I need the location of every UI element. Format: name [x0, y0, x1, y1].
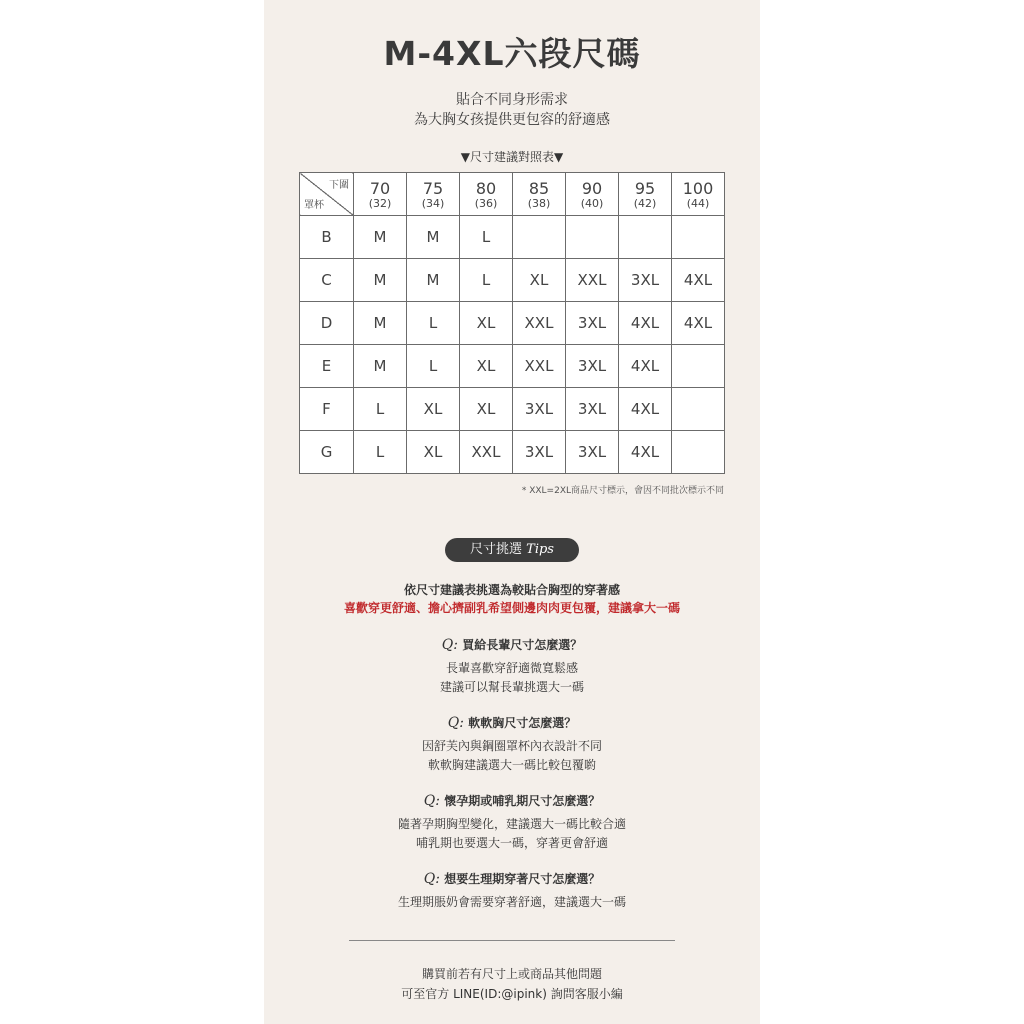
band-size: 100	[682, 178, 714, 198]
band-size: 90	[581, 178, 603, 198]
table-row	[300, 259, 725, 302]
size-cell: L	[354, 388, 407, 431]
size-cell: L	[407, 302, 460, 345]
band-header-cell	[513, 173, 566, 216]
size-cell: M	[407, 259, 460, 302]
size-cell	[619, 216, 672, 259]
band-circumference: (44)	[686, 196, 710, 210]
page-title: M-4XL六段尺碼	[383, 34, 641, 73]
size-cell: XL	[407, 431, 460, 474]
faq-question	[264, 714, 760, 731]
band-header-cell	[619, 173, 672, 216]
band-header-cell	[460, 173, 513, 216]
corner-cup-label: 罩杯	[304, 200, 324, 211]
size-cell: 4XL	[619, 431, 672, 474]
band-circumference: (36)	[474, 196, 498, 210]
table-row	[300, 431, 725, 474]
size-cell: XL	[407, 388, 460, 431]
size-cell: 3XL	[566, 431, 619, 474]
cup-label-cell: E	[300, 345, 354, 388]
table-row	[300, 345, 725, 388]
tips-badge	[445, 538, 579, 562]
size-cell: XL	[460, 345, 513, 388]
table-header-row	[300, 173, 725, 216]
size-cell	[672, 345, 725, 388]
size-cell: M	[407, 216, 460, 259]
table-corner-cell	[300, 173, 354, 216]
band-size: 85	[528, 178, 550, 198]
size-cell: XXL	[513, 345, 566, 388]
size-cell: 4XL	[672, 302, 725, 345]
size-cell: M	[354, 345, 407, 388]
band-size: 95	[634, 178, 656, 198]
band-circumference: (38)	[527, 196, 551, 210]
size-cell: M	[354, 259, 407, 302]
size-note: * XXL=2XL商品尺寸標示，會因不同批次標示不同	[521, 486, 724, 496]
size-cell: L	[460, 216, 513, 259]
size-cell: L	[354, 431, 407, 474]
band-header-cell	[407, 173, 460, 216]
size-cell	[672, 431, 725, 474]
faq-answer-line: 建議可以幫長輩挑選大一碼	[439, 680, 584, 694]
faq-answer-line: 軟軟胸建議選大一碼比較包覆喲	[427, 758, 596, 772]
size-cell: XXL	[460, 431, 513, 474]
size-cell: 4XL	[619, 302, 672, 345]
faq-question	[264, 870, 760, 887]
question-text: 想要生理期穿著尺寸怎麼選？	[444, 872, 601, 886]
faq-answer-line: 長輩喜歡穿舒適微寬鬆感	[445, 661, 578, 675]
size-cell	[672, 216, 725, 259]
band-circumference: (34)	[421, 196, 445, 210]
size-cell: M	[354, 216, 407, 259]
cup-label-cell: B	[300, 216, 354, 259]
size-cell: 3XL	[619, 259, 672, 302]
table-row	[300, 388, 725, 431]
size-cell	[672, 388, 725, 431]
size-cell: 3XL	[513, 388, 566, 431]
size-cell: 3XL	[566, 345, 619, 388]
footer-line-2: 可至官方 LINE(ID:@ipink) 詢問客服小編	[401, 987, 623, 1001]
size-cell: 4XL	[619, 388, 672, 431]
cup-label-cell: F	[300, 388, 354, 431]
tips-label: 尺寸挑選	[470, 542, 523, 557]
cup-label-cell: G	[300, 431, 354, 474]
size-guide-panel	[264, 0, 760, 1024]
question-prefix: Q:	[423, 871, 440, 887]
question-prefix: Q:	[441, 637, 458, 653]
tips-intro-red: 喜歡穿更舒適、擔心擠副乳希望側邊肉肉更包覆，建議拿大一碼	[343, 601, 680, 615]
size-cell: XXL	[566, 259, 619, 302]
band-size: 75	[422, 178, 444, 198]
question-text: 軟軟胸尺寸怎麼選？	[468, 716, 577, 730]
band-size: 80	[475, 178, 497, 198]
faq-question	[264, 792, 760, 809]
size-cell: XL	[460, 388, 513, 431]
faq-question	[264, 636, 760, 653]
size-chart-table	[299, 172, 725, 474]
band-circumference: (40)	[580, 196, 604, 210]
cup-label-cell: D	[300, 302, 354, 345]
size-cell: M	[354, 302, 407, 345]
table-heading: ▼尺寸建議對照表▼	[460, 150, 564, 164]
size-cell: L	[407, 345, 460, 388]
size-cell: L	[460, 259, 513, 302]
corner-band-label: 下圍	[329, 180, 349, 191]
size-cell	[513, 216, 566, 259]
size-cell: XL	[513, 259, 566, 302]
table-row	[300, 216, 725, 259]
size-cell: 4XL	[672, 259, 725, 302]
band-circumference: (42)	[633, 196, 657, 210]
band-circumference: (32)	[368, 196, 392, 210]
question-text: 懷孕期或哺乳期尺寸怎麼選？	[444, 794, 601, 808]
faq-answer-line: 生理期脹奶會需要穿著舒適，建議選大一碼	[397, 895, 626, 909]
band-header-cell	[566, 173, 619, 216]
footer-line-1: 購買前若有尺寸上或商品其他問題	[421, 967, 602, 981]
tips-intro: 依尺寸建議表挑選為較貼合胸型的穿著感	[403, 583, 620, 597]
band-size: 70	[369, 178, 391, 198]
size-cell: 4XL	[619, 345, 672, 388]
faq-answer-line: 隨著孕期胸型變化，建議選大一碼比較合適	[397, 817, 626, 831]
size-cell: 3XL	[566, 388, 619, 431]
subtitle-line-1: 貼合不同身形需求	[456, 92, 568, 108]
size-cell	[566, 216, 619, 259]
subtitle-line-2: 為大胸女孩提供更包容的舒適感	[414, 112, 610, 128]
tips-label-en: Tips	[526, 542, 554, 557]
cup-label-cell: C	[300, 259, 354, 302]
size-cell: 3XL	[566, 302, 619, 345]
size-cell: XL	[460, 302, 513, 345]
faq-answer-line: 因舒芙內與鋼圈罩杯內衣設計不同	[421, 739, 602, 753]
table-row	[300, 302, 725, 345]
question-text: 買給長輩尺寸怎麼選？	[462, 638, 583, 652]
band-header-cell	[672, 173, 725, 216]
band-header-cell	[354, 173, 407, 216]
question-prefix: Q:	[447, 715, 464, 731]
faq-answer-line: 哺乳期也要選大一碼，穿著更會舒適	[415, 836, 608, 850]
size-cell: 3XL	[513, 431, 566, 474]
question-prefix: Q:	[423, 793, 440, 809]
size-cell: XXL	[513, 302, 566, 345]
divider	[349, 940, 675, 941]
